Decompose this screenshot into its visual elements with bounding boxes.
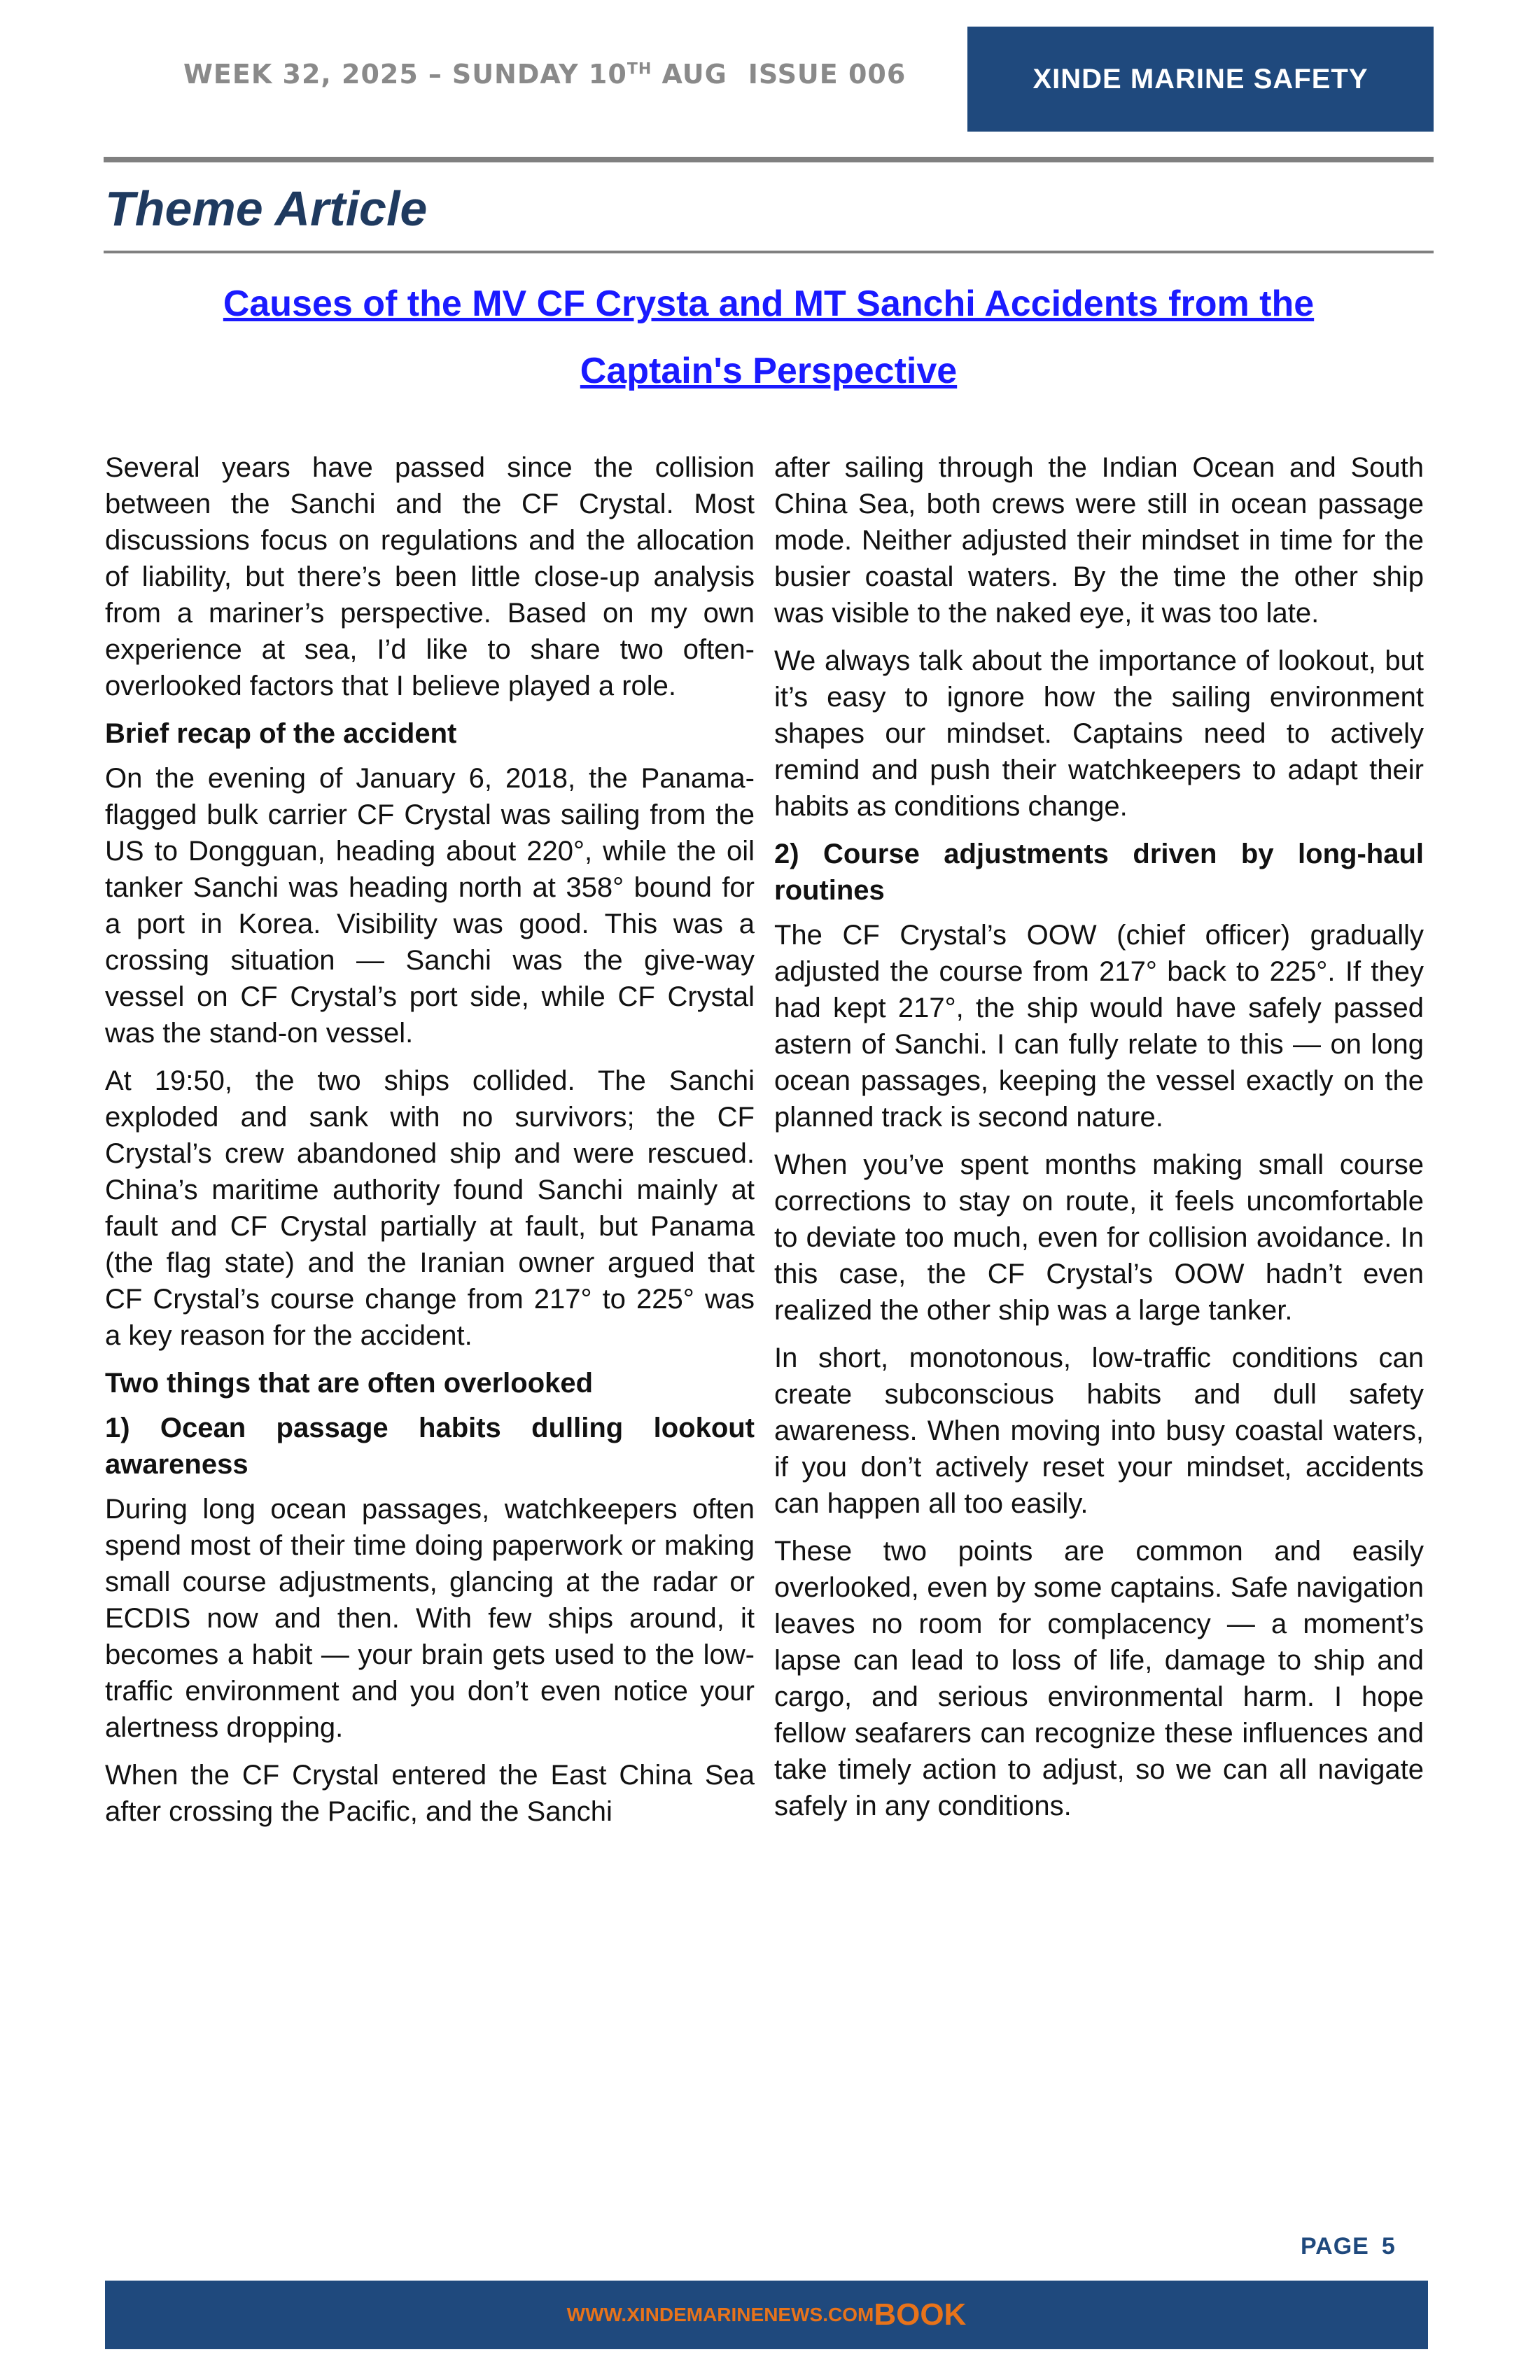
paragraph: At 19:50, the two ships collided. The Sanchi exploded and sank with no survivors; the CF Crystal’s crew abandoned ship and were rescued. China’s maritime authority found Sanchi mainly at fault and CF Crystal partially at fault, but Panama (the flag state) and the Iranian owner argued that CF Crystal’s course change from 217° to 225° was a key reason for the accident.: [105, 1065, 755, 1351]
paragraph: During long ocean passages, watchkeepers often spend most of their time doing paperwork or making small course adjustments, glancing at the radar or ECDIS now and then. With few ships around, it becomes a habit — your brain gets used to the low-traffic environment and you don’t even notice your alertness dropping.: [105, 1494, 755, 1743]
section-divider: [104, 251, 1434, 253]
issue-label: ISSUE 006: [748, 59, 906, 90]
week-label: WEEK 32, 2025: [183, 59, 419, 90]
left-column: [105, 449, 755, 1830]
brand-name: XINDE MARINE SAFETY: [1032, 63, 1368, 94]
paragraph: Several years have passed since the collision between the Sanchi and the CF Crystal. Most discussions focus on regulations and the allocation of liability, but there’s been little close-up analysis from a mariner’s perspective. Based on my own experience at sea, I’d like to share two often-overlooked factors that I believe played a role.: [105, 452, 755, 701]
section-title: Theme Article: [105, 181, 428, 236]
header-divider: [104, 157, 1434, 162]
paragraph: In short, monotonous, low-traffic conditions can create subconscious habits and dull safety awareness. When moving into busy coastal waters, if you don’t actively reset your mindset, accidents can happen all too easily.: [774, 1343, 1424, 1519]
month-label: AUG: [662, 59, 727, 90]
paragraph: When you’ve spent months making small course corrections to stay on route, it feels uncomfortable to deviate too much, even for collision avoidance. In this case, the CF Crystal’s OOW hadn’t even realized the other ship was a large tanker.: [774, 1149, 1424, 1326]
paragraph: On the evening of January 6, 2018, the Panama-flagged bulk carrier CF Crystal was sailing from the US to Dongguan, heading about 220°, while the oil tanker Sanchi was heading north at 358° bound for a port in Korea. Visibility was good. This was a crossing situation — Sanchi was the give-way vessel on CF Crystal’s port side, while CF Crystal was the stand-on vessel.: [105, 763, 755, 1049]
issue-header: [183, 59, 906, 90]
subheading: 1) Ocean passage habits dulling lookout awareness: [105, 1413, 755, 1480]
subheading: Brief recap of the accident: [105, 718, 457, 749]
brand-banner: [967, 27, 1434, 132]
page-label: PAGE: [1301, 2233, 1369, 2260]
paragraph: The CF Crystal’s OOW (chief officer) gradually adjusted the course from 217° back to 225°. If they had kept 217°, the ship would have safely passed astern of Sanchi. I can fully relate to this — on long ocean passages, keeping the vessel exactly on the planned track is second nature.: [774, 920, 1424, 1133]
day-label: SUNDAY 10: [451, 59, 627, 90]
footer-book-label: BOOK: [874, 2297, 967, 2332]
paragraph: We always talk about the importance of lookout, but it’s easy to ignore how the sailing environment shapes our mindset. Captains need to actively remind and push their watchkeepers to adapt their habits as conditions change.: [774, 645, 1424, 822]
day-suffix: TH: [626, 60, 652, 78]
article-title-link[interactable]: [105, 270, 1432, 405]
page-number: [1301, 2233, 1396, 2260]
subheading: 2) Course adjustments driven by long-haul routines: [774, 839, 1424, 906]
footer-bar: [105, 2281, 1428, 2349]
article-title-line-2[interactable]: Captain's Perspective: [580, 351, 958, 391]
paragraph: These two points are common and easily overlooked, even by some captains. Safe navigation leaves no room for complacency — a moment’s lapse can lead to loss of life, damage to ship and cargo, and serious environmental harm. I hope fellow seafarers can recognize these influences and take timely action to adjust, so we can all navigate safely in any conditions.: [774, 1536, 1424, 1821]
footer-website-link[interactable]: WWW.XINDEMARINENEWS.COM: [566, 2304, 874, 2325]
header-dash: –: [428, 59, 442, 90]
right-column: [774, 449, 1424, 1824]
subheading: Two things that are often overlooked: [105, 1368, 594, 1399]
article-title-line-1[interactable]: Causes of the MV CF Crysta and MT Sanchi Accidents from the: [223, 284, 1315, 324]
paragraph: When the CF Crystal entered the East China Sea after crossing the Pacific, and the Sanchi: [105, 1760, 755, 1827]
paragraph: after sailing through the Indian Ocean and South China Sea, both crews were still in ocean passage mode. Neither adjusted their mindset in time for the busier coastal waters. By the time the other ship was visible to the naked eye, it was too late.: [774, 452, 1424, 629]
page-value: 5: [1381, 2233, 1396, 2260]
